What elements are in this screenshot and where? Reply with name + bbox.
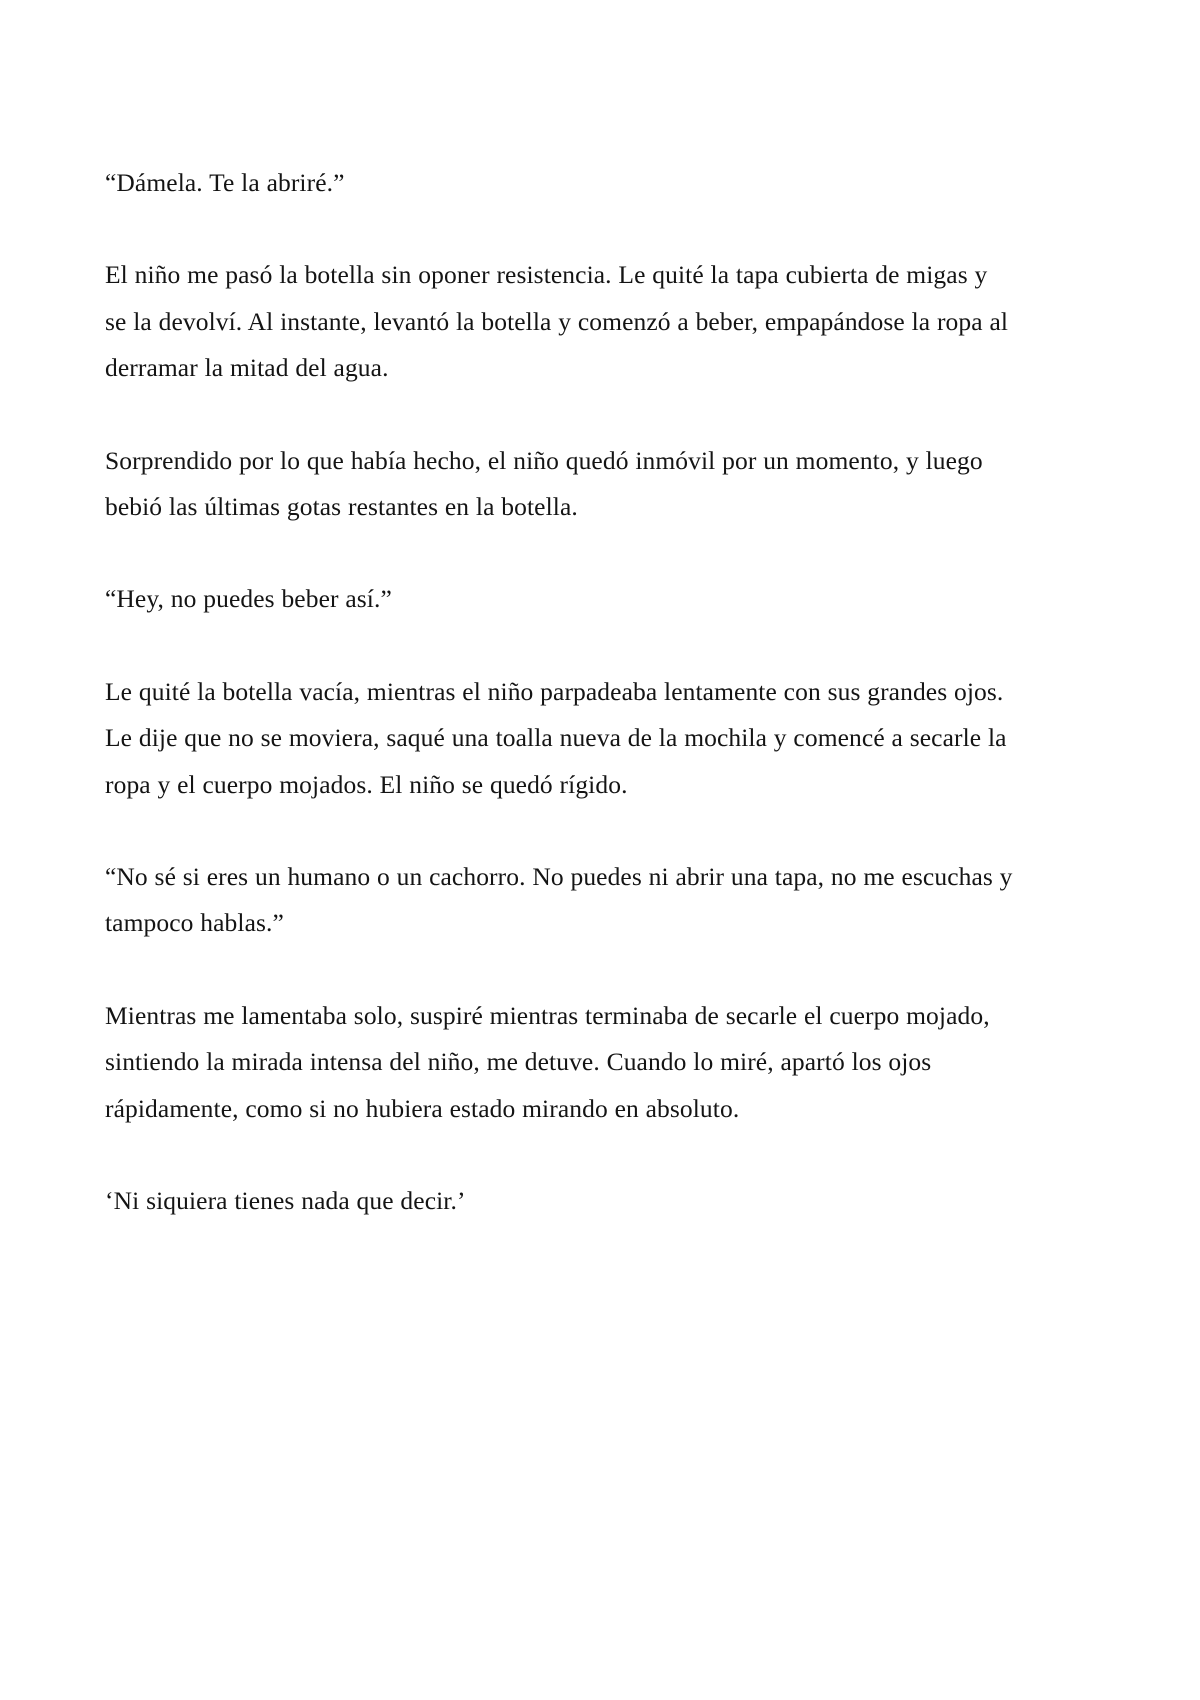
paragraph-6: “No sé si eres un humano o un cachorro. No puedes ni abrir una tapa, no me escuchas y tampoco hablas.”	[105, 862, 1013, 938]
paragraph-7: Mientras me lamentaba solo, suspiré mientras terminaba de secarle el cuerpo mojado, sintiendo la mirada intensa del niño, me detuve. Cuando lo miré, apartó los ojos rápidamente, como si no hubiera estado mirando en absoluto.	[105, 1000, 990, 1123]
paragraph-3: Sorprendido por lo que había hecho, el niño quedó inmóvil por un momento, y luego bebió las últimas gotas restantes en la botella.	[105, 445, 983, 522]
paragraph-4: “Hey, no puedes beber así.”	[105, 584, 392, 614]
paragraph-8: ‘Ni siquiera tienes nada que decir.’	[105, 1186, 466, 1216]
paragraph-5: Le quité la botella vacía, mientras el niño parpadeaba lentamente con sus grandes ojos. Le dije que no se moviera, saqué una toalla nueva de la mochila y comencé a secarle la ropa y el cuerpo mojados. El niño se quedó rígido.	[105, 676, 1007, 799]
paragraph-1: “Dámela. Te la abriré.”	[105, 168, 345, 197]
text-column	[105, 160, 1015, 1225]
paragraph-2: El niño me pasó la botella sin oponer resistencia. Le quité la tapa cubierta de migas y se la devolví. Al instante, levantó la botella y comenzó a beber, empapándose la ropa al derramar la mitad del agua.	[105, 260, 1009, 383]
